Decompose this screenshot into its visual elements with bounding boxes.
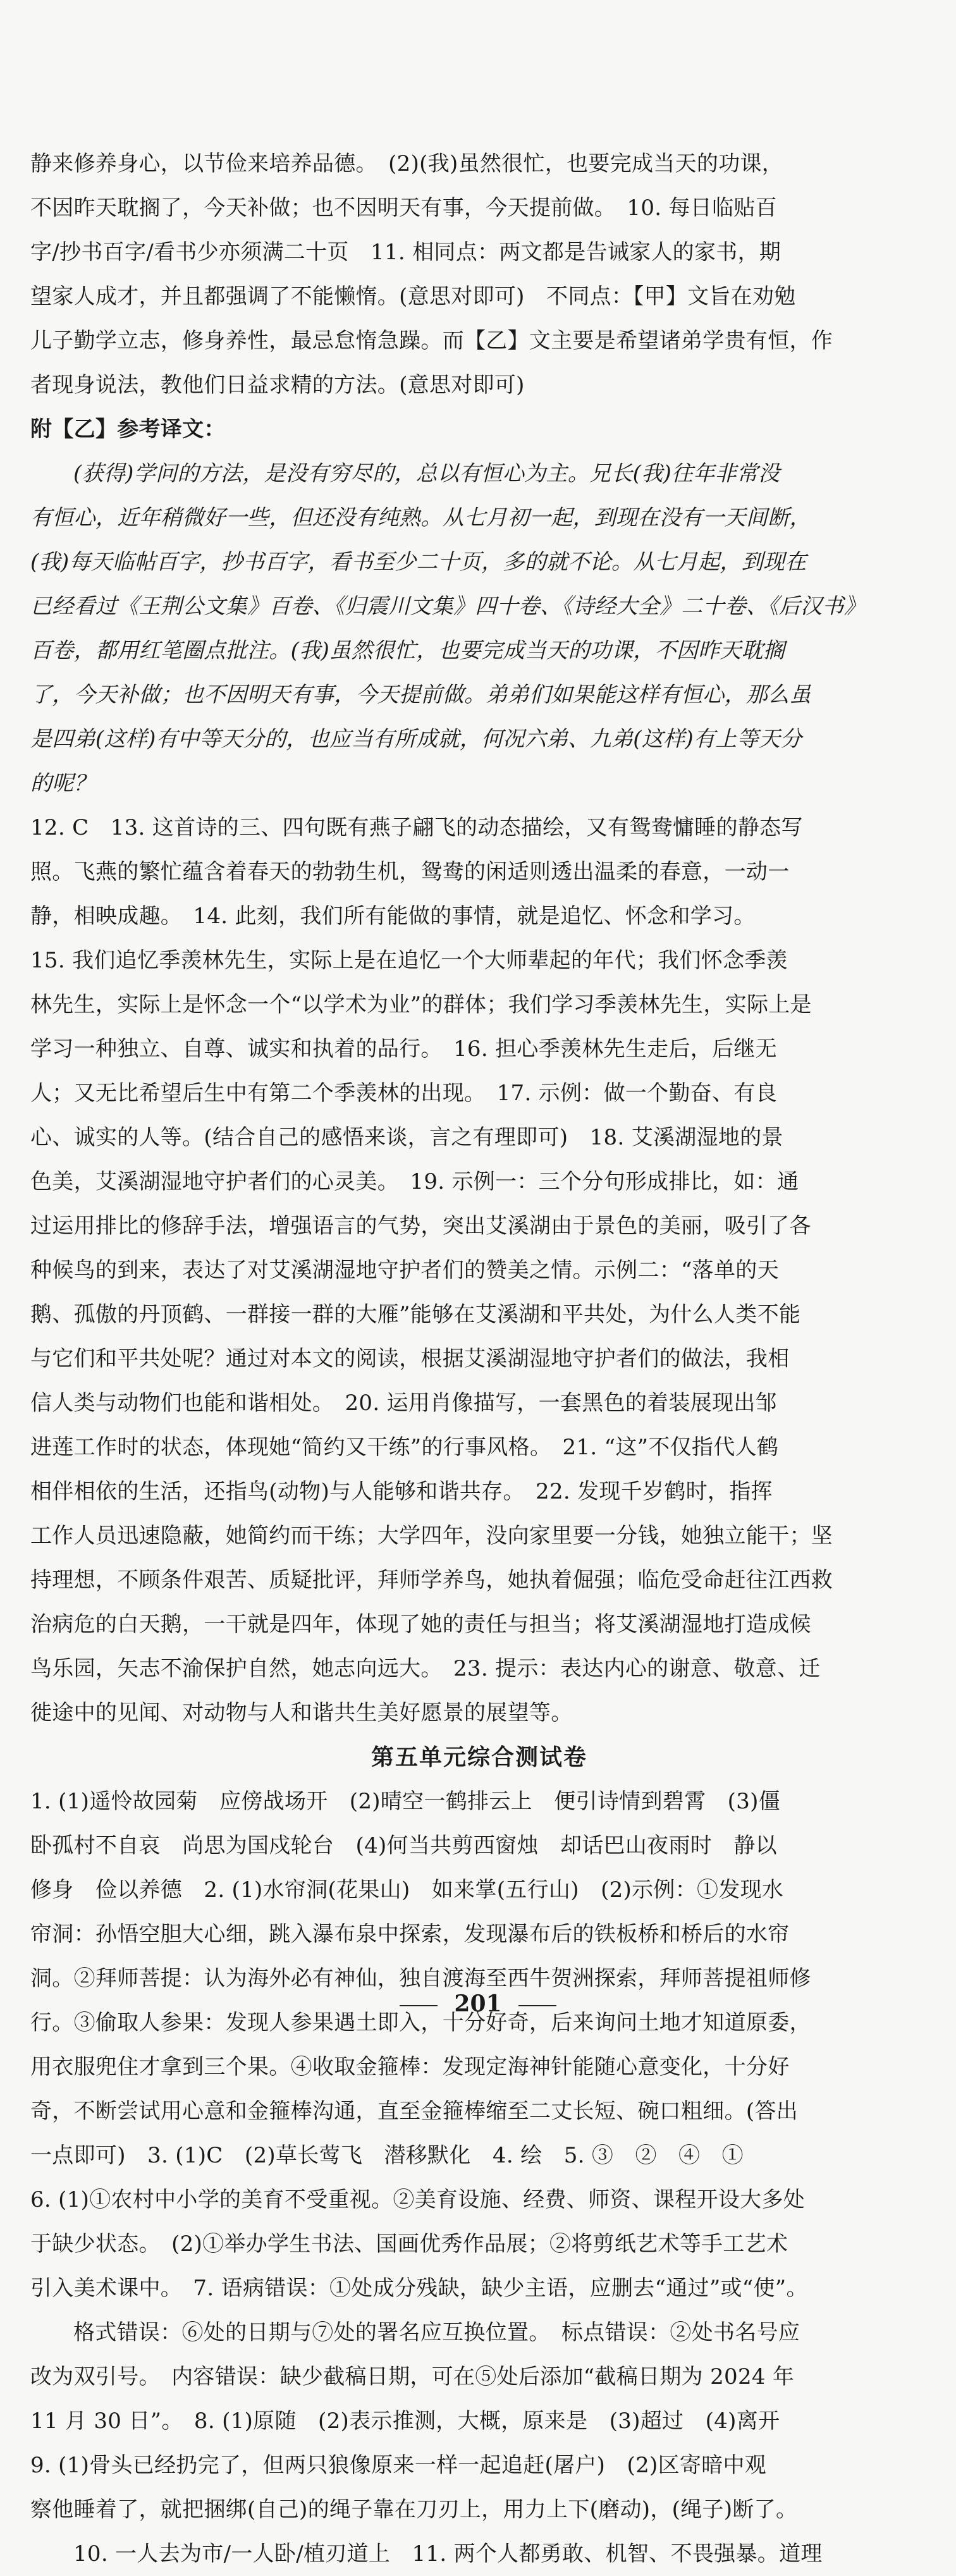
text-line: 相伴相依的生活，还指鸟(动物)与人能够和谐共存。 22. 发现千岁鹤时，指挥: [30, 1479, 773, 1504]
text-line: 是四弟(这样)有中等天分的，也应当有所成就，何况六弟、九弟(这样)有上等天分: [30, 727, 802, 752]
text-line: 已经看过《王荆公文集》百卷、《归震川文集》四十卷、《诗经大全》二十卷、《后汉书》: [30, 594, 866, 619]
text-line: 察他睡着了，就把捆绑(自己)的绳子靠在刀刃上，用力上下(磨动)，(绳子)断了。: [30, 2497, 798, 2522]
text-line: 洞。②拜师菩提：认为海外必有神仙，独自渡海至西牛贺洲探索，拜师菩提祖师修: [30, 1966, 811, 1991]
text-line: 林先生，实际上是怀念一个“以学术为业”的群体；我们学习季羡林先生，实际上是: [30, 992, 812, 1017]
text-line: 用衣服兜住才拿到三个果。④收取金箍棒：发现定海神针能随心意变化，十分好: [30, 2054, 790, 2080]
text-line: 11 月 30 日”。 8. (1)原随 (2)表示推测，大概，原来是 (3)超过 (4)离开: [30, 2408, 780, 2434]
text-line: (我)每天临帖百字，抄书百字，看书至少二十页，多的就不论。从七月起，到现在: [30, 549, 807, 575]
text-line: 改为双引号。 内容错误：缺少截稿日期，可在⑤处后添加“截稿日期为 2024 年: [30, 2364, 795, 2389]
text-line: 不因昨天耽搁了，今天补做；也不因明天有事，今天提前做。 10. 每日临贴百: [30, 195, 777, 221]
text-line: 百卷，都用红笔圈点批注。(我)虽然很忙，也要完成当天的功课，不因昨天耽搁: [30, 638, 785, 663]
page-number: 201: [454, 1990, 502, 2017]
text-line: 人；又无比希望后生中有第二个季羡林的出现。 17. 示例：做一个勤奋、有良: [30, 1081, 777, 1106]
text-line: 于缺少状态。 (2)①举办学生书法、国画优秀作品展；②将剪纸艺术等手工艺术: [30, 2231, 788, 2257]
answer-text-body: [30, 142, 928, 2576]
text-line: 儿子勤学立志，修身养性，最忌怠惰急躁。而【乙】文主要是希望诸弟学贵有恒，作: [30, 328, 833, 353]
text-line: 者现身说法，教他们日益求精的方法。(意思对即可): [30, 372, 525, 398]
text-line: 奇，不断尝试用心意和金箍棒沟通，直至金箍棒缩至二丈长短、碗口粗细。(答出: [30, 2099, 799, 2124]
text-line: 工作人员迅速隐蔽，她简约而干练；大学四年，没向家里要一分钱，她独立能干；坚: [30, 1523, 833, 1549]
text-line: 鸟乐园，矢志不渝保护自然，她志向远大。 23. 提示：表达内心的谢意、敬意、迁: [30, 1656, 821, 1681]
text-line: 1. (1)遥怜故园菊 应傍战场开 (2)晴空一鹤排云上 便引诗情到碧霄 (3)僵: [30, 1789, 781, 1814]
text-line: 色美，艾溪湖湿地守护者们的心灵美。 19. 示例一：三个分句形成排比，如：通: [30, 1169, 799, 1194]
text-line: 学习一种独立、自尊、诚实和执着的品行。 16. 担心季羡林先生走后，后继无: [30, 1036, 777, 1062]
text-line: 卧孤村不自哀 尚思为国戍轮台 (4)何当共剪西窗烛 却话巴山夜雨时 静以: [30, 1833, 777, 1858]
text-line: 15. 我们追忆季羡林先生，实际上是在追忆一个大师辈起的年代；我们怀念季羡: [30, 948, 788, 973]
section-heading: 第五单元综合测试卷: [371, 1744, 587, 1770]
text-line: 行。③偷取人参果：发现人参果遇土即入，十分好奇，后来询问土地才知道原委，: [30, 2010, 811, 2035]
text-line: (获得)学问的方法，是没有穷尽的，总以有恒心为主。兄长(我)往年非常没: [73, 461, 780, 486]
text-line: 12. C 13. 这首诗的三、四句既有燕子翩飞的动态描绘，又有鸳鸯慵睡的静态写: [30, 815, 803, 840]
text-line: 帘洞：孙悟空胆大心细，跳入瀑布泉中探索，发现瀑布后的铁板桥和桥后的水帘: [30, 1922, 790, 1947]
text-line: 徙途中的见闻、对动物与人和谐共生美好愿景的展望等。: [30, 1700, 573, 1726]
text-line: 照。飞燕的繁忙蕴含着春天的勃勃生机，鸳鸯的闲适则透出温柔的春意，一动一: [30, 859, 790, 885]
text-line: 静，相映成趣。 14. 此刻，我们所有能做的事情，就是追忆、怀念和学习。: [30, 904, 756, 929]
text-line: 心、诚实的人等。(结合自己的感悟来谈，言之有理即可) 18. 艾溪湖湿地的景: [30, 1125, 783, 1150]
footer-dash-left: [400, 2005, 438, 2006]
text-line: 修身 俭以养德 2. (1)水帘洞(花果山) 如来掌(五行山) (2)示例：①发现水: [30, 1877, 784, 1903]
text-line: 种候鸟的到来，表达了对艾溪湖湿地守护者们的赞美之情。示例二：“落单的天: [30, 1258, 779, 1283]
text-line: 6. (1)①农村中小学的美育不受重视。②美育设施、经费、师资、课程开设大多处: [30, 2187, 806, 2212]
text-line: 10. 一人去为市/一人卧/植刃道上 11. 两个人都勇敢、机智、不畏强暴。道理: [73, 2541, 823, 2567]
footer-dash-right: [518, 2005, 556, 2006]
text-line: 格式错误：⑥处的日期与⑦处的署名应互换位置。 标点错误：②处书名号应: [73, 2320, 800, 2345]
text-line: 信人类与动物们也能和谐相处。 20. 运用肖像描写，一套黑色的着装展现出邹: [30, 1390, 777, 1416]
text-line: 一点即可) 3. (1)C (2)草长莺飞 潜移默化 4. 绘 5. ③ ② ④ ①: [30, 2143, 744, 2168]
text-line: 的呢？: [30, 771, 95, 796]
text-line: 有恒心，近年稍微好一些，但还没有纯熟。从七月初一起，到现在没有一天间断，: [30, 505, 811, 531]
text-line: 进莲工作时的状态，体现她“简约又干练”的行事风格。 21. “这”不仅指代人鹤: [30, 1435, 779, 1460]
text-line: 持理想，不顾条件艰苦、质疑批评，拜师学养鸟，她执着倔强；临危受命赶往江西救: [30, 1567, 833, 1593]
text-line: 鹅、孤傲的丹顶鹤、一群接一群的大雁”能够在艾溪湖和平共处，为什么人类不能: [30, 1302, 801, 1327]
text-line: 附【乙】参考译文：: [30, 417, 226, 442]
text-line: 静来修养身心，以节俭来培养品德。 (2)(我)虽然很忙，也要完成当天的功课，: [30, 151, 784, 176]
text-line: 治病危的白天鹅，一干就是四年，体现了她的责任与担当；将艾溪湖湿地打造成候: [30, 1612, 811, 1637]
text-line: 望家人成才，并且都强调了不能懒惰。(意思对即可) 不同点：【甲】文旨在劝勉: [30, 284, 796, 309]
text-line: 字/抄书百字/看书少亦须满二十页 11. 相同点：两文都是告诫家人的家书，期: [30, 240, 781, 265]
text-line: 了，今天补做；也不因明天有事，今天提前做。弟弟们如果能这样有恒心，那么虽: [30, 682, 811, 708]
text-line: 与它们和平共处呢？通过对本文的阅读，根据艾溪湖湿地守护者们的做法，我相: [30, 1346, 790, 1371]
text-line: 过运用排比的修辞手法，增强语言的气势，突出艾溪湖由于景色的美丽，吸引了各: [30, 1213, 811, 1239]
text-line: 引入美术课中。 7. 语病错误：①处成分残缺，缺少主语，应删去“通过”或“使”。: [30, 2276, 808, 2301]
page-footer: [0, 1990, 956, 2017]
text-line: 9. (1)骨头已经扔完了，但两只狼像原来一样一起追赶(屠户) (2)区寄暗中观: [30, 2453, 767, 2478]
